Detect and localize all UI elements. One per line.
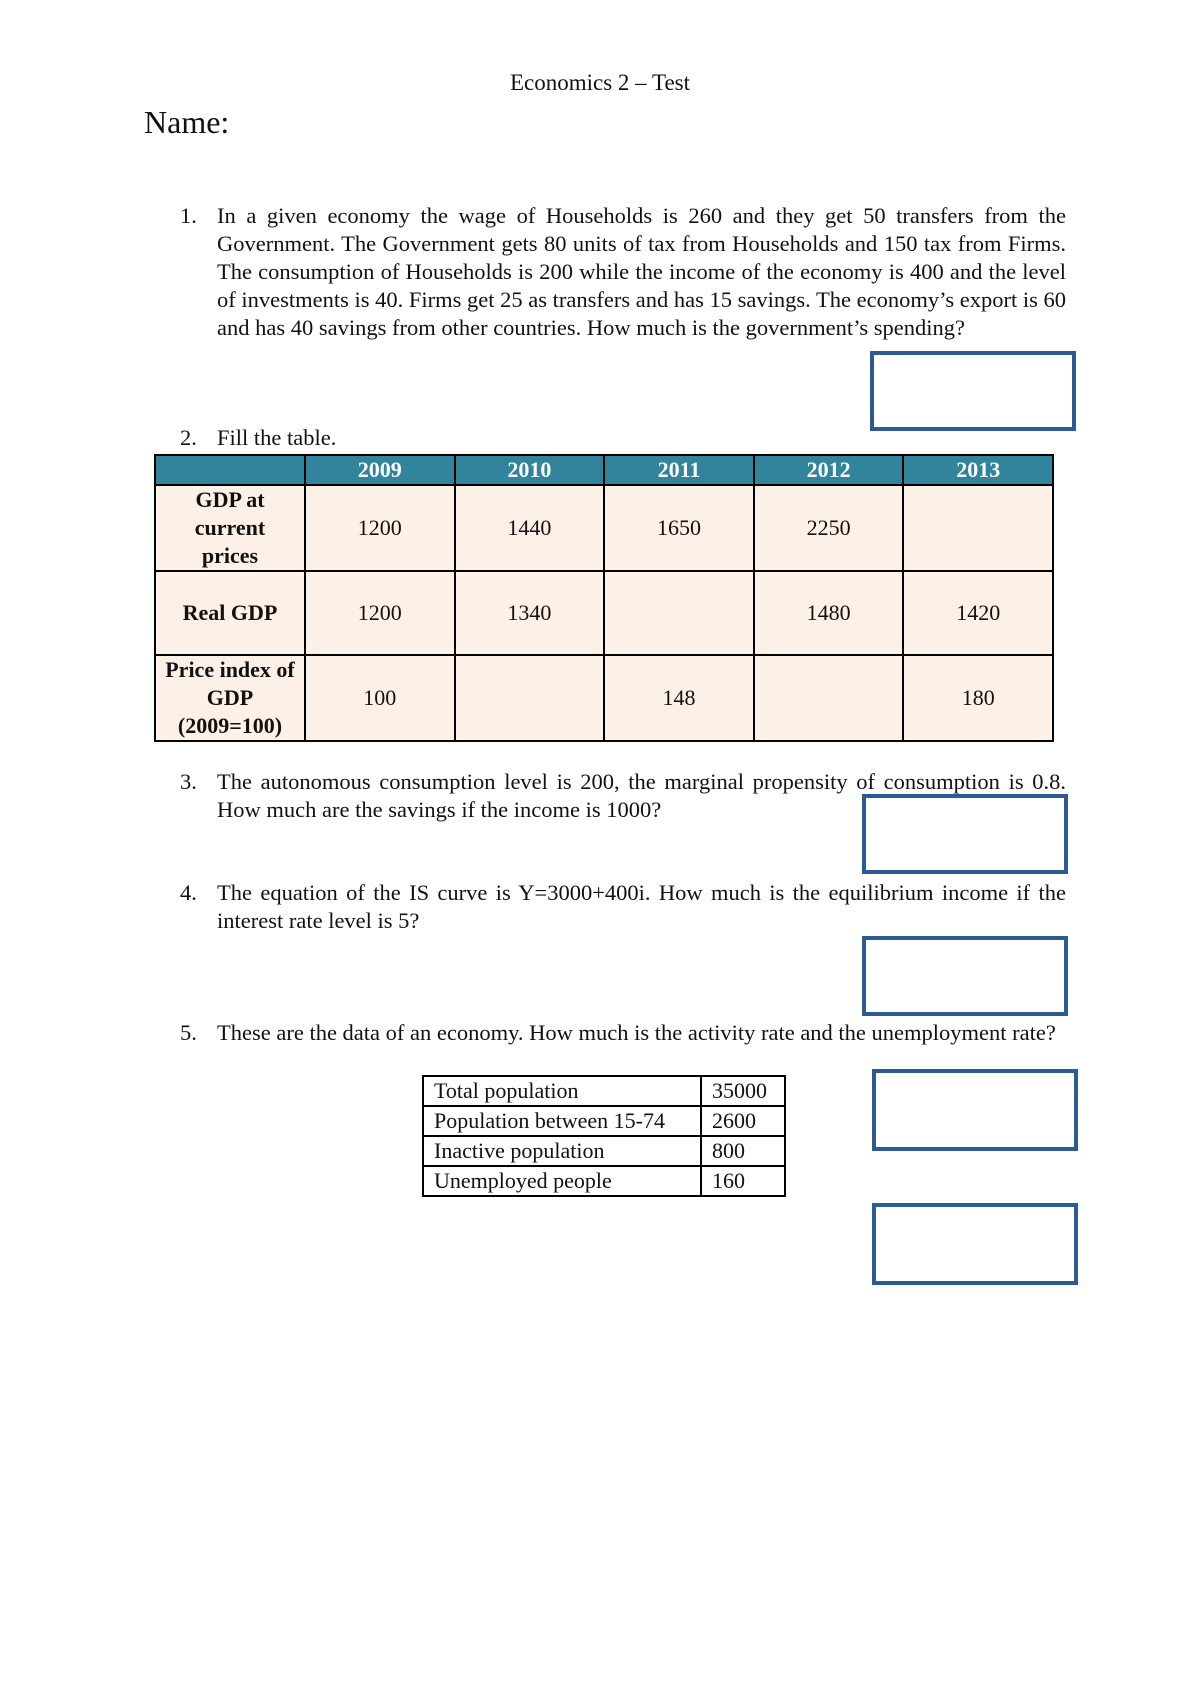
question-text: The equation of the IS curve is Y=3000+400i. How much is the equilibrium income if the interest rate level is 5?	[217, 880, 1066, 933]
table-cell: 1200	[305, 485, 455, 571]
answer-box-1[interactable]	[870, 351, 1076, 431]
table-cell: 1440	[455, 485, 605, 571]
gdp-header-cell: 2013	[903, 455, 1053, 485]
question-1	[180, 202, 1066, 342]
table-row	[155, 655, 1053, 741]
row-label: Price index of GDP (2009=100)	[155, 655, 305, 741]
answer-box-5-activity-rate[interactable]	[872, 1069, 1078, 1151]
table-cell: 2250	[754, 485, 904, 571]
gdp-table	[154, 454, 1054, 742]
row-value: 35000	[701, 1076, 785, 1106]
row-label: Unemployed people	[423, 1166, 701, 1196]
answer-box-4[interactable]	[862, 936, 1068, 1016]
table-row	[423, 1166, 785, 1196]
table-row	[423, 1076, 785, 1106]
table-row	[155, 485, 1053, 571]
row-label: Population between 15-74	[423, 1106, 701, 1136]
row-value: 2600	[701, 1106, 785, 1136]
name-label: Name:	[144, 104, 230, 140]
table-cell-empty[interactable]	[604, 571, 754, 655]
question-5	[180, 1019, 1066, 1047]
answer-box-5-unemployment-rate[interactable]	[872, 1203, 1078, 1285]
population-table	[422, 1075, 786, 1197]
question-text: These are the data of an economy. How much is the activity rate and the unemployment rate?	[217, 1020, 1056, 1045]
question-number: 2.	[180, 425, 197, 450]
table-row	[423, 1106, 785, 1136]
table-cell: 1650	[604, 485, 754, 571]
table-cell: 148	[604, 655, 754, 741]
table-cell-empty[interactable]	[903, 485, 1053, 571]
question-text: Fill the table.	[217, 425, 337, 450]
answer-box-3[interactable]	[862, 794, 1068, 874]
page-title: Economics 2 – Test	[509, 70, 691, 95]
question-number: 4.	[180, 880, 197, 905]
gdp-header-cell: 2012	[754, 455, 904, 485]
question-4	[180, 879, 1066, 935]
row-value: 800	[701, 1136, 785, 1166]
row-label: Real GDP	[155, 571, 305, 655]
table-cell-empty[interactable]	[754, 655, 904, 741]
gdp-table-header-row	[155, 455, 1053, 485]
question-number: 1.	[180, 203, 197, 228]
table-cell: 1340	[455, 571, 605, 655]
row-label: Inactive population	[423, 1136, 701, 1166]
question-text: In a given economy the wage of Households is 260 and they get 50 transfers from the Government. The Government gets 80 units of tax from Households and 150 tax from Firms. The consumption of Households is 200 while the income of the economy is 400 and the level of investments is 40. Firms get 25 as transfers and has 15 savings. The economy’s export is 60 and has 40 savings from other countries. How much is the government’s spending?	[217, 203, 1066, 340]
table-row	[155, 571, 1053, 655]
question-number: 5.	[180, 1020, 197, 1045]
question-number: 3.	[180, 769, 197, 794]
table-cell: 1420	[903, 571, 1053, 655]
table-cell-empty[interactable]	[455, 655, 605, 741]
table-row	[423, 1136, 785, 1166]
row-label: GDP at current prices	[155, 485, 305, 571]
table-cell: 1200	[305, 571, 455, 655]
gdp-header-cell: 2010	[455, 455, 605, 485]
table-cell: 1480	[754, 571, 904, 655]
question-2	[180, 424, 1066, 452]
table-cell: 100	[305, 655, 455, 741]
gdp-header-cell: 2009	[305, 455, 455, 485]
row-value: 160	[701, 1166, 785, 1196]
table-cell: 180	[903, 655, 1053, 741]
gdp-header-cell: 2011	[604, 455, 754, 485]
question-text: The autonomous consumption level is 200, the marginal propensity of consumption is 0.8. How much are the savings if the income is 1000?	[217, 769, 1066, 822]
gdp-header-cell	[155, 455, 305, 485]
row-label: Total population	[423, 1076, 701, 1106]
